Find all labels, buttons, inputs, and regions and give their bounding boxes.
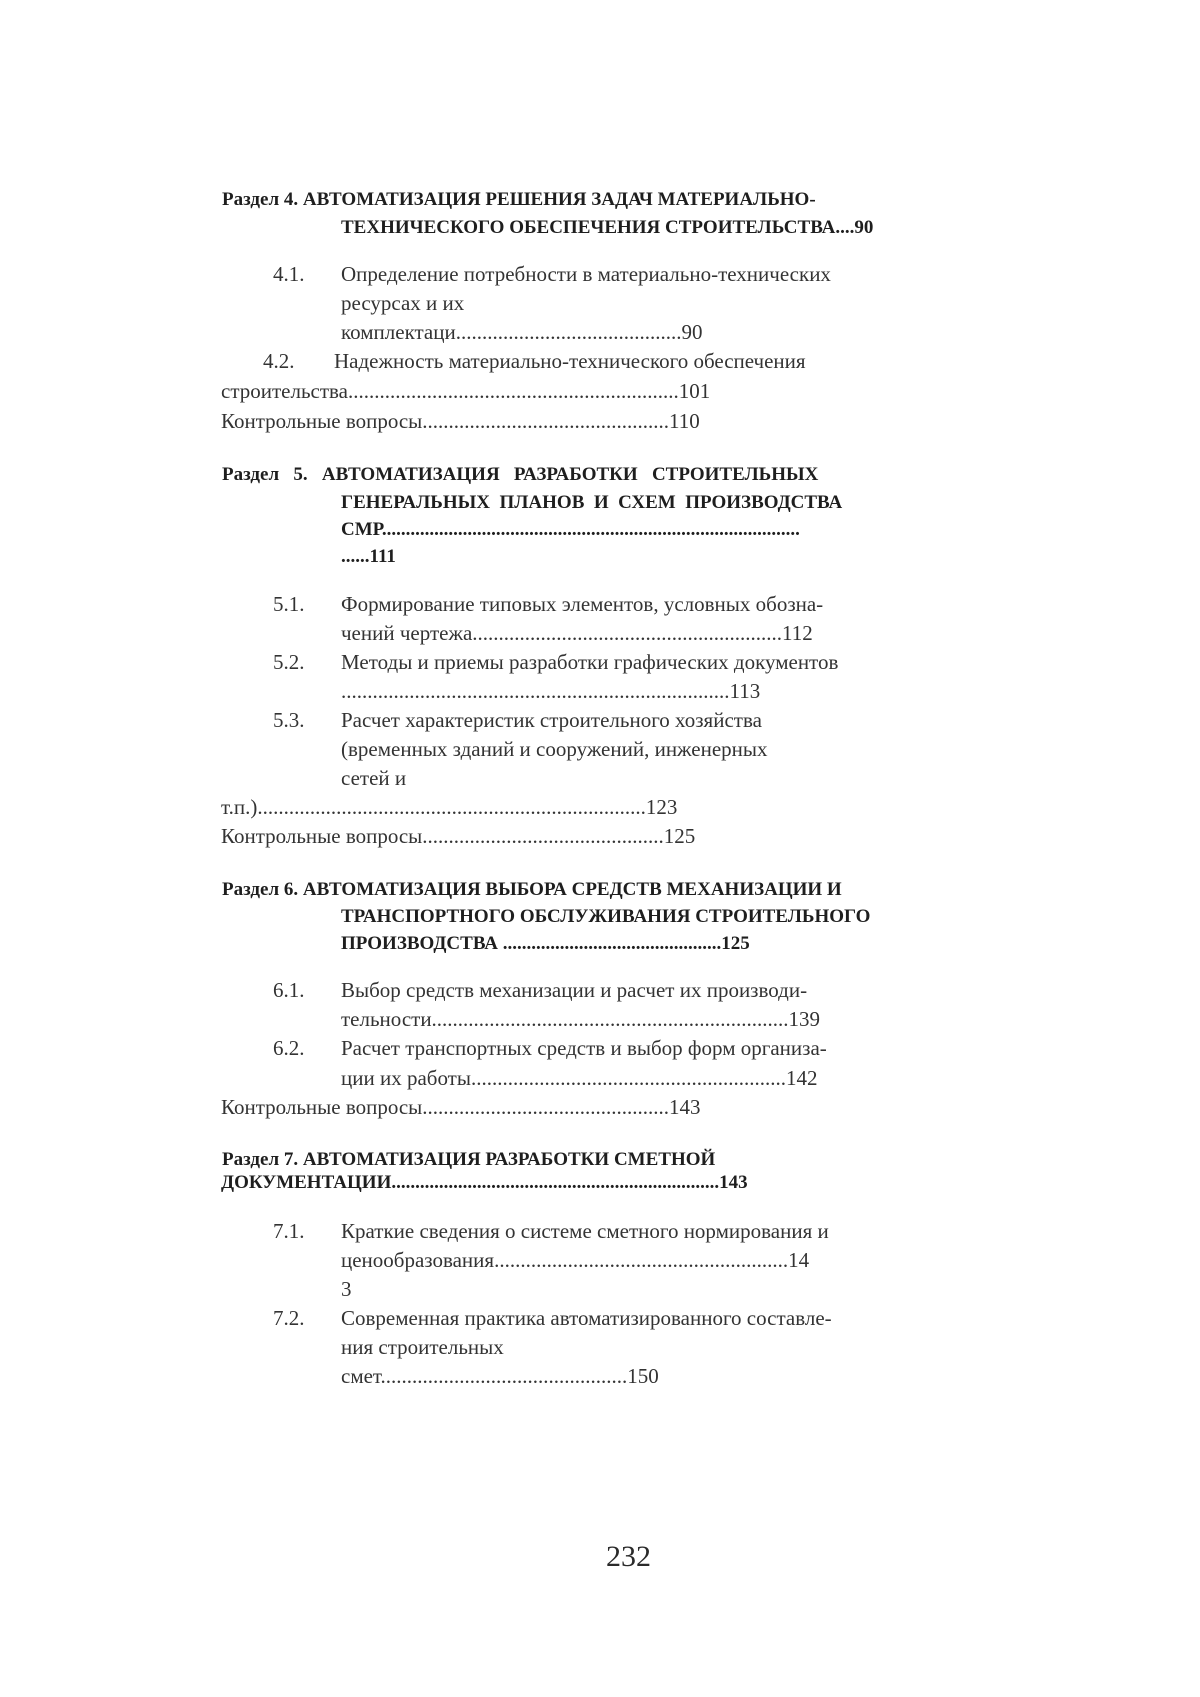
section-5-heading-cont: ГЕНЕРАЛЬНЫХ ПЛАНОВ И СХЕМ ПРОИЗВОДСТВА <box>341 492 843 513</box>
item-7-1-number: 7.1. <box>273 1219 305 1243</box>
section-5-page: ......111 <box>341 546 396 567</box>
section-6-page: ПРОИЗВОДСТВА ..............................................125 <box>341 933 750 954</box>
item-7-2-title-cont: ния строительных <box>341 1335 504 1359</box>
item-4-2-number: 4.2. <box>263 349 295 373</box>
item-4-1-number: 4.1. <box>273 262 305 286</box>
item-7-1-page-cont: 3 <box>341 1277 352 1301</box>
item-5-2-page: ..........................................................................113 <box>341 679 761 703</box>
item-4-2-title: Надежность материально-технического обеспечения <box>334 349 806 373</box>
item-7-1-page: ценообразования........................................................14 <box>341 1248 810 1272</box>
item-7-1-title: Краткие сведения о системе сметного нормирования и <box>341 1219 829 1243</box>
section-7-page: ДОКУМЕНТАЦИИ.....................................................................143 <box>221 1172 748 1193</box>
page-number: 232 <box>606 1540 651 1573</box>
section-5-questions: Контрольные вопросы..............................................125 <box>221 824 696 848</box>
item-5-1-page: чений чертежа...........................................................112 <box>341 621 813 645</box>
item-5-3-page: т.п.)..........................................................................123 <box>221 795 678 819</box>
section-6-heading-cont: ТРАНСПОРТНОГО ОБСЛУЖИВАНИЯ СТРОИТЕЛЬНОГО <box>341 906 871 927</box>
item-5-1-title: Формирование типовых элементов, условных обозна- <box>341 592 824 616</box>
item-5-3-title-cont2: сетей и <box>341 766 407 790</box>
section-4-heading-cont: ТЕХНИЧЕСКОГО ОБЕСПЕЧЕНИЯ СТРОИТЕЛЬСТВА....90 <box>341 217 874 238</box>
section-6-heading: Раздел 6. АВТОМАТИЗАЦИЯ ВЫБОРА СРЕДСТВ МЕХАНИЗАЦИИ И <box>222 879 842 900</box>
item-5-3-title-cont: (временных зданий и сооружений, инженерных <box>341 737 768 761</box>
section-5-heading: Раздел 5. АВТОМАТИЗАЦИЯ РАЗРАБОТКИ СТРОИТЕЛЬНЫХ <box>222 464 819 485</box>
item-6-1-number: 6.1. <box>273 978 305 1002</box>
item-4-1-title: Определение потребности в материально-технических <box>341 262 831 286</box>
section-5-heading-dots: СМР........................................................................................ <box>341 519 800 540</box>
item-7-2-title: Современная практика автоматизированного составле- <box>341 1306 832 1330</box>
item-5-1-number: 5.1. <box>273 592 305 616</box>
section-4-questions: Контрольные вопросы...............................................110 <box>221 409 700 433</box>
item-6-2-page: ции их работы............................................................142 <box>341 1066 818 1090</box>
section-6-questions: Контрольные вопросы...............................................143 <box>221 1095 701 1119</box>
item-7-2-page: смет...............................................150 <box>341 1364 659 1388</box>
item-6-1-title: Выбор средств механизации и расчет их производи- <box>341 978 808 1002</box>
section-7-heading: Раздел 7. АВТОМАТИЗАЦИЯ РАЗРАБОТКИ СМЕТНОЙ <box>222 1149 716 1170</box>
item-7-2-number: 7.2. <box>273 1306 305 1330</box>
item-6-2-title: Расчет транспортных средств и выбор форм организа- <box>341 1036 827 1060</box>
item-5-2-number: 5.2. <box>273 650 305 674</box>
item-5-3-title: Расчет характеристик строительного хозяйства <box>341 708 762 732</box>
item-4-1-page: комплектаци...........................................90 <box>341 320 703 344</box>
item-4-2-page: строительства...............................................................101 <box>221 379 711 403</box>
item-4-1-title-cont: ресурсах и их <box>341 291 465 315</box>
item-6-2-number: 6.2. <box>273 1036 305 1060</box>
item-5-3-number: 5.3. <box>273 708 305 732</box>
item-5-2-title: Методы и приемы разработки графических документов <box>341 650 839 674</box>
section-4-heading: Раздел 4. АВТОМАТИЗАЦИЯ РЕШЕНИЯ ЗАДАЧ МАТЕРИАЛЬНО- <box>222 189 816 210</box>
item-6-1-page: тельности....................................................................139 <box>341 1007 821 1031</box>
